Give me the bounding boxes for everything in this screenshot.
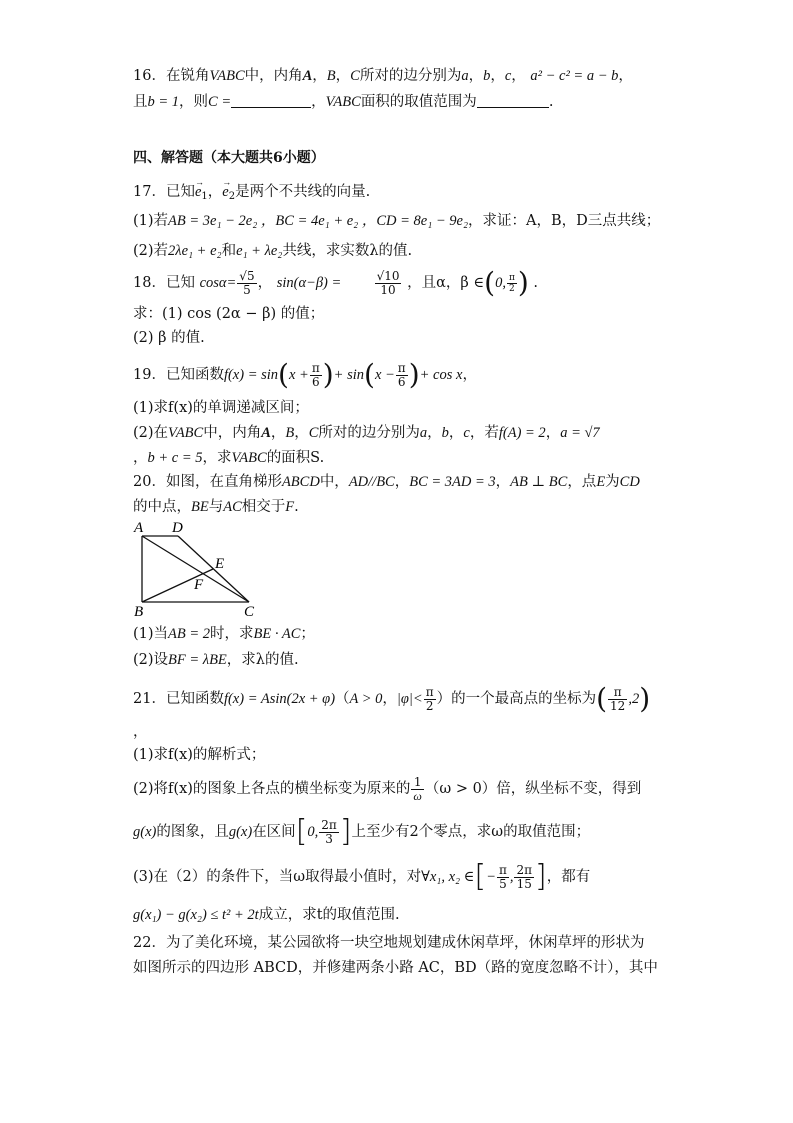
denominator: 6 xyxy=(397,374,406,389)
text: ，点 xyxy=(567,474,597,490)
interval-start: 0, xyxy=(495,275,506,291)
q17-vectors: AB = 3e₁ − 2e₂ ，BC = 4e₁ + e₂ ，CD = 8e₁ − 9e₂ xyxy=(168,213,469,229)
denominator: 5 xyxy=(499,876,507,891)
text: 成立，求t的取值范围. xyxy=(258,907,400,923)
label-D: D xyxy=(172,520,183,536)
text: 且 xyxy=(133,94,148,110)
numerator: π xyxy=(608,686,627,700)
cos-alpha: cosα= xyxy=(199,275,237,291)
q21-part3-cont xyxy=(133,905,400,925)
text: ，若 xyxy=(469,425,499,441)
text: （ xyxy=(335,691,350,707)
text: ， xyxy=(468,68,484,84)
numerator: √10 xyxy=(376,268,400,283)
denominator: ω xyxy=(413,788,422,803)
text: ， xyxy=(545,425,561,441)
text: ， xyxy=(257,275,273,291)
triangle-abc: VABC xyxy=(325,94,361,110)
text: ， xyxy=(511,68,526,84)
q21-part2-cont: g(x)的图象，且g(x)在区间[0, $\frac{2\pi}{3}$ ]上至少有2个零点，求ω的取值范围； xyxy=(133,814,591,849)
var-C: C xyxy=(308,425,319,441)
label-A: A xyxy=(134,520,144,536)
q20-number: 20． xyxy=(133,474,166,490)
text: ， xyxy=(311,94,326,110)
text: ，求证：A，B，D三点共线； xyxy=(468,213,661,229)
text: ， xyxy=(207,184,223,200)
q19-a-value: a = √7 xyxy=(560,425,600,441)
q20-ab-value: AB = 2 xyxy=(168,626,211,642)
label-B: B xyxy=(134,604,144,620)
text: (2)在 xyxy=(133,425,169,441)
q17-part2 xyxy=(133,241,412,261)
text: 已知函数 xyxy=(165,691,224,707)
text: （ω > 0）倍，纵坐标不变，得到 xyxy=(424,781,642,797)
text: ，都有 xyxy=(546,869,591,885)
answer-blank-2[interactable] xyxy=(477,93,549,108)
var-A: A xyxy=(302,68,313,84)
denominator: 6 xyxy=(311,374,320,389)
var-c: c xyxy=(504,68,512,84)
q21-forall: ∀x₁, x₂ ∈ xyxy=(421,869,475,885)
section-title: 四、解答题（本大题共6小题） xyxy=(133,150,325,166)
text: 如图，在直角梯形 xyxy=(165,474,282,490)
function-g: g(x) xyxy=(228,824,253,840)
plus-sin: + sin xyxy=(333,367,364,383)
sin-alpha-beta: sin(α−β) = xyxy=(276,275,342,291)
var-a: a xyxy=(419,425,428,441)
q19-part2-cont xyxy=(133,448,324,468)
text: 所对的边分别为 xyxy=(318,425,420,441)
numerator: 2π xyxy=(321,817,337,832)
label-C: C xyxy=(244,604,255,620)
vector-e2: → e xyxy=(222,182,228,202)
fraction xyxy=(514,864,534,891)
text: 共线，求实数λ的值. xyxy=(282,243,413,259)
segment-BE: BE xyxy=(191,499,209,515)
text: 相交于 xyxy=(241,499,286,515)
denominator: 2 xyxy=(509,283,515,294)
denominator: 12 xyxy=(610,698,626,713)
text: 中，内角 xyxy=(244,68,303,84)
q21-cond1: A > 0 xyxy=(349,691,383,707)
fraction xyxy=(608,686,627,713)
arg2: x − xyxy=(374,367,395,383)
answer-blank-1[interactable] xyxy=(231,93,311,108)
q21-comma: ， xyxy=(133,724,148,740)
q22-line2: 如图所示的四边形 ABCD，并修建两条小路 AC，BD（路的宽度忽略不计），其中 xyxy=(133,960,658,976)
q18-line3: (2) β 的值. xyxy=(133,330,205,346)
q19-part2 xyxy=(133,423,600,443)
numerator: 2π xyxy=(516,862,532,877)
text: 中， xyxy=(319,474,349,490)
text: ； xyxy=(300,626,315,642)
denominator: 3 xyxy=(325,831,333,846)
text: ， xyxy=(133,450,148,466)
text: ， xyxy=(294,425,309,441)
text: ， xyxy=(382,691,397,707)
fraction xyxy=(237,270,256,297)
trapezoid-abcd: ABCD xyxy=(281,474,320,490)
text: . xyxy=(548,94,554,110)
q21-part1: (1)求f(x)的解析式； xyxy=(133,747,266,763)
q16-b-value: b = 1 xyxy=(147,94,180,110)
segment-AC: AC xyxy=(223,499,242,515)
fraction xyxy=(310,362,322,389)
text: (2)设 xyxy=(133,652,169,668)
q16-line2 xyxy=(133,92,553,112)
trapezoid-figure xyxy=(130,518,270,620)
text: 和 xyxy=(221,243,237,259)
q16-c-eq: C = xyxy=(208,94,232,110)
q21-part2 xyxy=(133,774,641,804)
denominator: 15 xyxy=(516,876,532,891)
text: 时，求 xyxy=(210,626,254,642)
q21-part3: (3)在（2）的条件下，当ω取得最小值时，对∀x₁, x₂ ∈[− $\frac{\pi}{5}$ , $\frac{2\pi}{15}$ ]，都有 xyxy=(133,859,591,894)
fraction xyxy=(319,819,339,846)
denominator: 10 xyxy=(380,282,396,297)
text: 所对的边分别为 xyxy=(359,68,462,84)
text: 在区间 xyxy=(252,824,296,840)
q17-number: 17． xyxy=(133,184,166,200)
text: ， xyxy=(490,68,505,84)
var-b: b xyxy=(441,425,449,441)
var-b: b xyxy=(483,68,491,84)
text: . xyxy=(294,499,299,515)
numerator: π xyxy=(397,360,406,375)
q20-lambda-eq: BF = λBE xyxy=(168,652,227,668)
q16-number: 16． xyxy=(133,68,166,84)
var-B: B xyxy=(285,425,295,441)
text: ，则 xyxy=(179,94,209,110)
var-B: B xyxy=(326,68,336,84)
q19-part1: (1)求f(x)的单调递减区间； xyxy=(133,400,309,416)
segment-CD: CD xyxy=(619,474,640,490)
text: . xyxy=(533,275,539,291)
text: (2)将f(x)的图象上各点的横坐标变为原来的 xyxy=(133,781,411,797)
text: (1)若 xyxy=(133,213,169,229)
text: ，求 xyxy=(202,450,232,466)
q20-part1 xyxy=(133,624,315,644)
text: 为 xyxy=(605,474,620,490)
q16-line1 xyxy=(133,66,633,86)
interval-start: 0, xyxy=(307,824,319,840)
fraction xyxy=(497,864,509,891)
numerator: √5 xyxy=(239,268,255,283)
arg1: x + xyxy=(288,367,309,383)
vector-e1: → e xyxy=(195,182,201,202)
var-c: c xyxy=(463,425,470,441)
edge-DC xyxy=(178,536,249,602)
var-C: C xyxy=(350,68,360,84)
q21-cond2: |φ|< xyxy=(396,691,423,707)
text: 已知 xyxy=(165,184,195,200)
fraction xyxy=(411,776,423,803)
text: 与 xyxy=(208,499,224,515)
q22-line1: 22．为了美化环境，某公园欲将一块空地规划建成休闲草坪，休闲草坪的形状为 xyxy=(133,935,645,951)
text: ， xyxy=(462,367,477,383)
numerator: π xyxy=(508,272,515,283)
q21-inequality: g(x₁) − g(x₂) ≤ t² + 2t xyxy=(133,907,259,923)
triangle-abc: VABC xyxy=(168,425,204,441)
point-F: F xyxy=(285,499,295,515)
text: ， xyxy=(335,68,351,84)
text: 是两个不共线的向量. xyxy=(235,184,371,200)
numerator: 1 xyxy=(411,776,423,790)
text: ， xyxy=(312,68,327,84)
point-y: ,2 xyxy=(628,691,640,707)
q18-number: 18． xyxy=(133,275,166,291)
text: 上至少有2个零点，求ω的取值范围； xyxy=(351,824,591,840)
text: (3)在（2）的条件下，当ω取得最小值时，对 xyxy=(133,869,422,885)
q20-dot-product: BE · AC xyxy=(253,626,301,642)
function-f: f(x) = sin xyxy=(223,367,279,383)
q21-line1: 21．已知函数f(x) = Asin(2x + φ)（A > 0，|φ|< $\frac{\pi}{2}$ ）的一个最高点的坐标为( $\frac{\pi}{12}$ ,2) xyxy=(133,682,651,715)
label-F: F xyxy=(194,577,204,593)
point-E: E xyxy=(596,474,606,490)
text: 中，内角 xyxy=(203,425,262,441)
text: 在锐角 xyxy=(165,68,210,84)
q20-line2 xyxy=(133,497,299,517)
text: ，求λ的值. xyxy=(226,652,299,668)
text: ）的一个最高点的坐标为 xyxy=(436,691,597,707)
text: (1)当 xyxy=(133,626,169,642)
text: (2)若 xyxy=(133,243,169,259)
q17-expr1: 2λe₁ + e₂ xyxy=(168,243,222,259)
q18-line2: 求：(1) cos (2α − β) 的值； xyxy=(133,306,325,322)
q20-cond1: AD//BC xyxy=(348,474,395,490)
text: ， xyxy=(394,474,410,490)
q17-expr2: e₁ + λe₂ xyxy=(236,243,283,259)
var-A: A xyxy=(261,425,271,441)
text: ，且α，β ∈ xyxy=(407,275,485,291)
q18-line1: 18．已知 cosα= $\frac{√5}{5}$ ， sin(α−β) = $\frac{√10}{10}$ ，且α，β ∈(0, $\frac{\pi}{2}$ ) . xyxy=(133,266,539,299)
denominator: 5 xyxy=(243,282,251,297)
fraction xyxy=(375,270,402,297)
q19-sum: b + c = 5 xyxy=(147,450,203,466)
q19-number: 19． xyxy=(133,367,166,383)
text: 面积的取值范围为 xyxy=(360,94,477,110)
text: ， xyxy=(270,425,286,441)
q20-line1 xyxy=(133,472,640,492)
text: ， xyxy=(427,425,442,441)
text: 已知函数 xyxy=(165,367,224,383)
q17-line1: 17．已知→ $e_1$，→ $e_2$是两个不共线的向量. xyxy=(133,182,370,207)
fraction xyxy=(424,686,436,713)
fraction xyxy=(396,362,408,389)
text: 的图象，且 xyxy=(156,824,229,840)
text: ， xyxy=(448,425,464,441)
fraction xyxy=(507,273,517,294)
q17-part1 xyxy=(133,211,660,231)
numerator: π xyxy=(425,684,434,699)
triangle-abc: VABC xyxy=(231,450,267,466)
text: 已知 xyxy=(165,275,195,291)
denominator: 2 xyxy=(425,698,434,713)
q19-line1: 19．已知函数f(x) = sin(x + $\frac{\pi}{6}$ )+ sin(x − $\frac{\pi}{6}$ )+ cos x， xyxy=(133,358,477,391)
var-a: a xyxy=(461,68,469,84)
numerator: π xyxy=(498,862,507,877)
text: ， xyxy=(495,474,511,490)
label-E: E xyxy=(215,556,225,572)
q16-condition: a² − c² = a − b xyxy=(530,68,619,84)
triangle-abc: VABC xyxy=(209,68,245,84)
q21-number: 21． xyxy=(133,691,166,707)
text: 的面积S. xyxy=(266,450,325,466)
q20-cond3: AB ⊥ BC xyxy=(510,474,568,490)
q19-fA: f(A) = 2 xyxy=(498,425,546,441)
plus-cos: + cos x xyxy=(419,367,463,383)
function-g: g(x) xyxy=(133,824,157,840)
q20-cond2: BC = 3AD = 3 xyxy=(409,474,496,490)
numerator: π xyxy=(311,360,320,375)
text: ， xyxy=(618,68,633,84)
function-f: f(x) = Asin(2x + φ) xyxy=(223,691,336,707)
text: 的中点， xyxy=(133,499,191,515)
q20-part2 xyxy=(133,650,299,670)
